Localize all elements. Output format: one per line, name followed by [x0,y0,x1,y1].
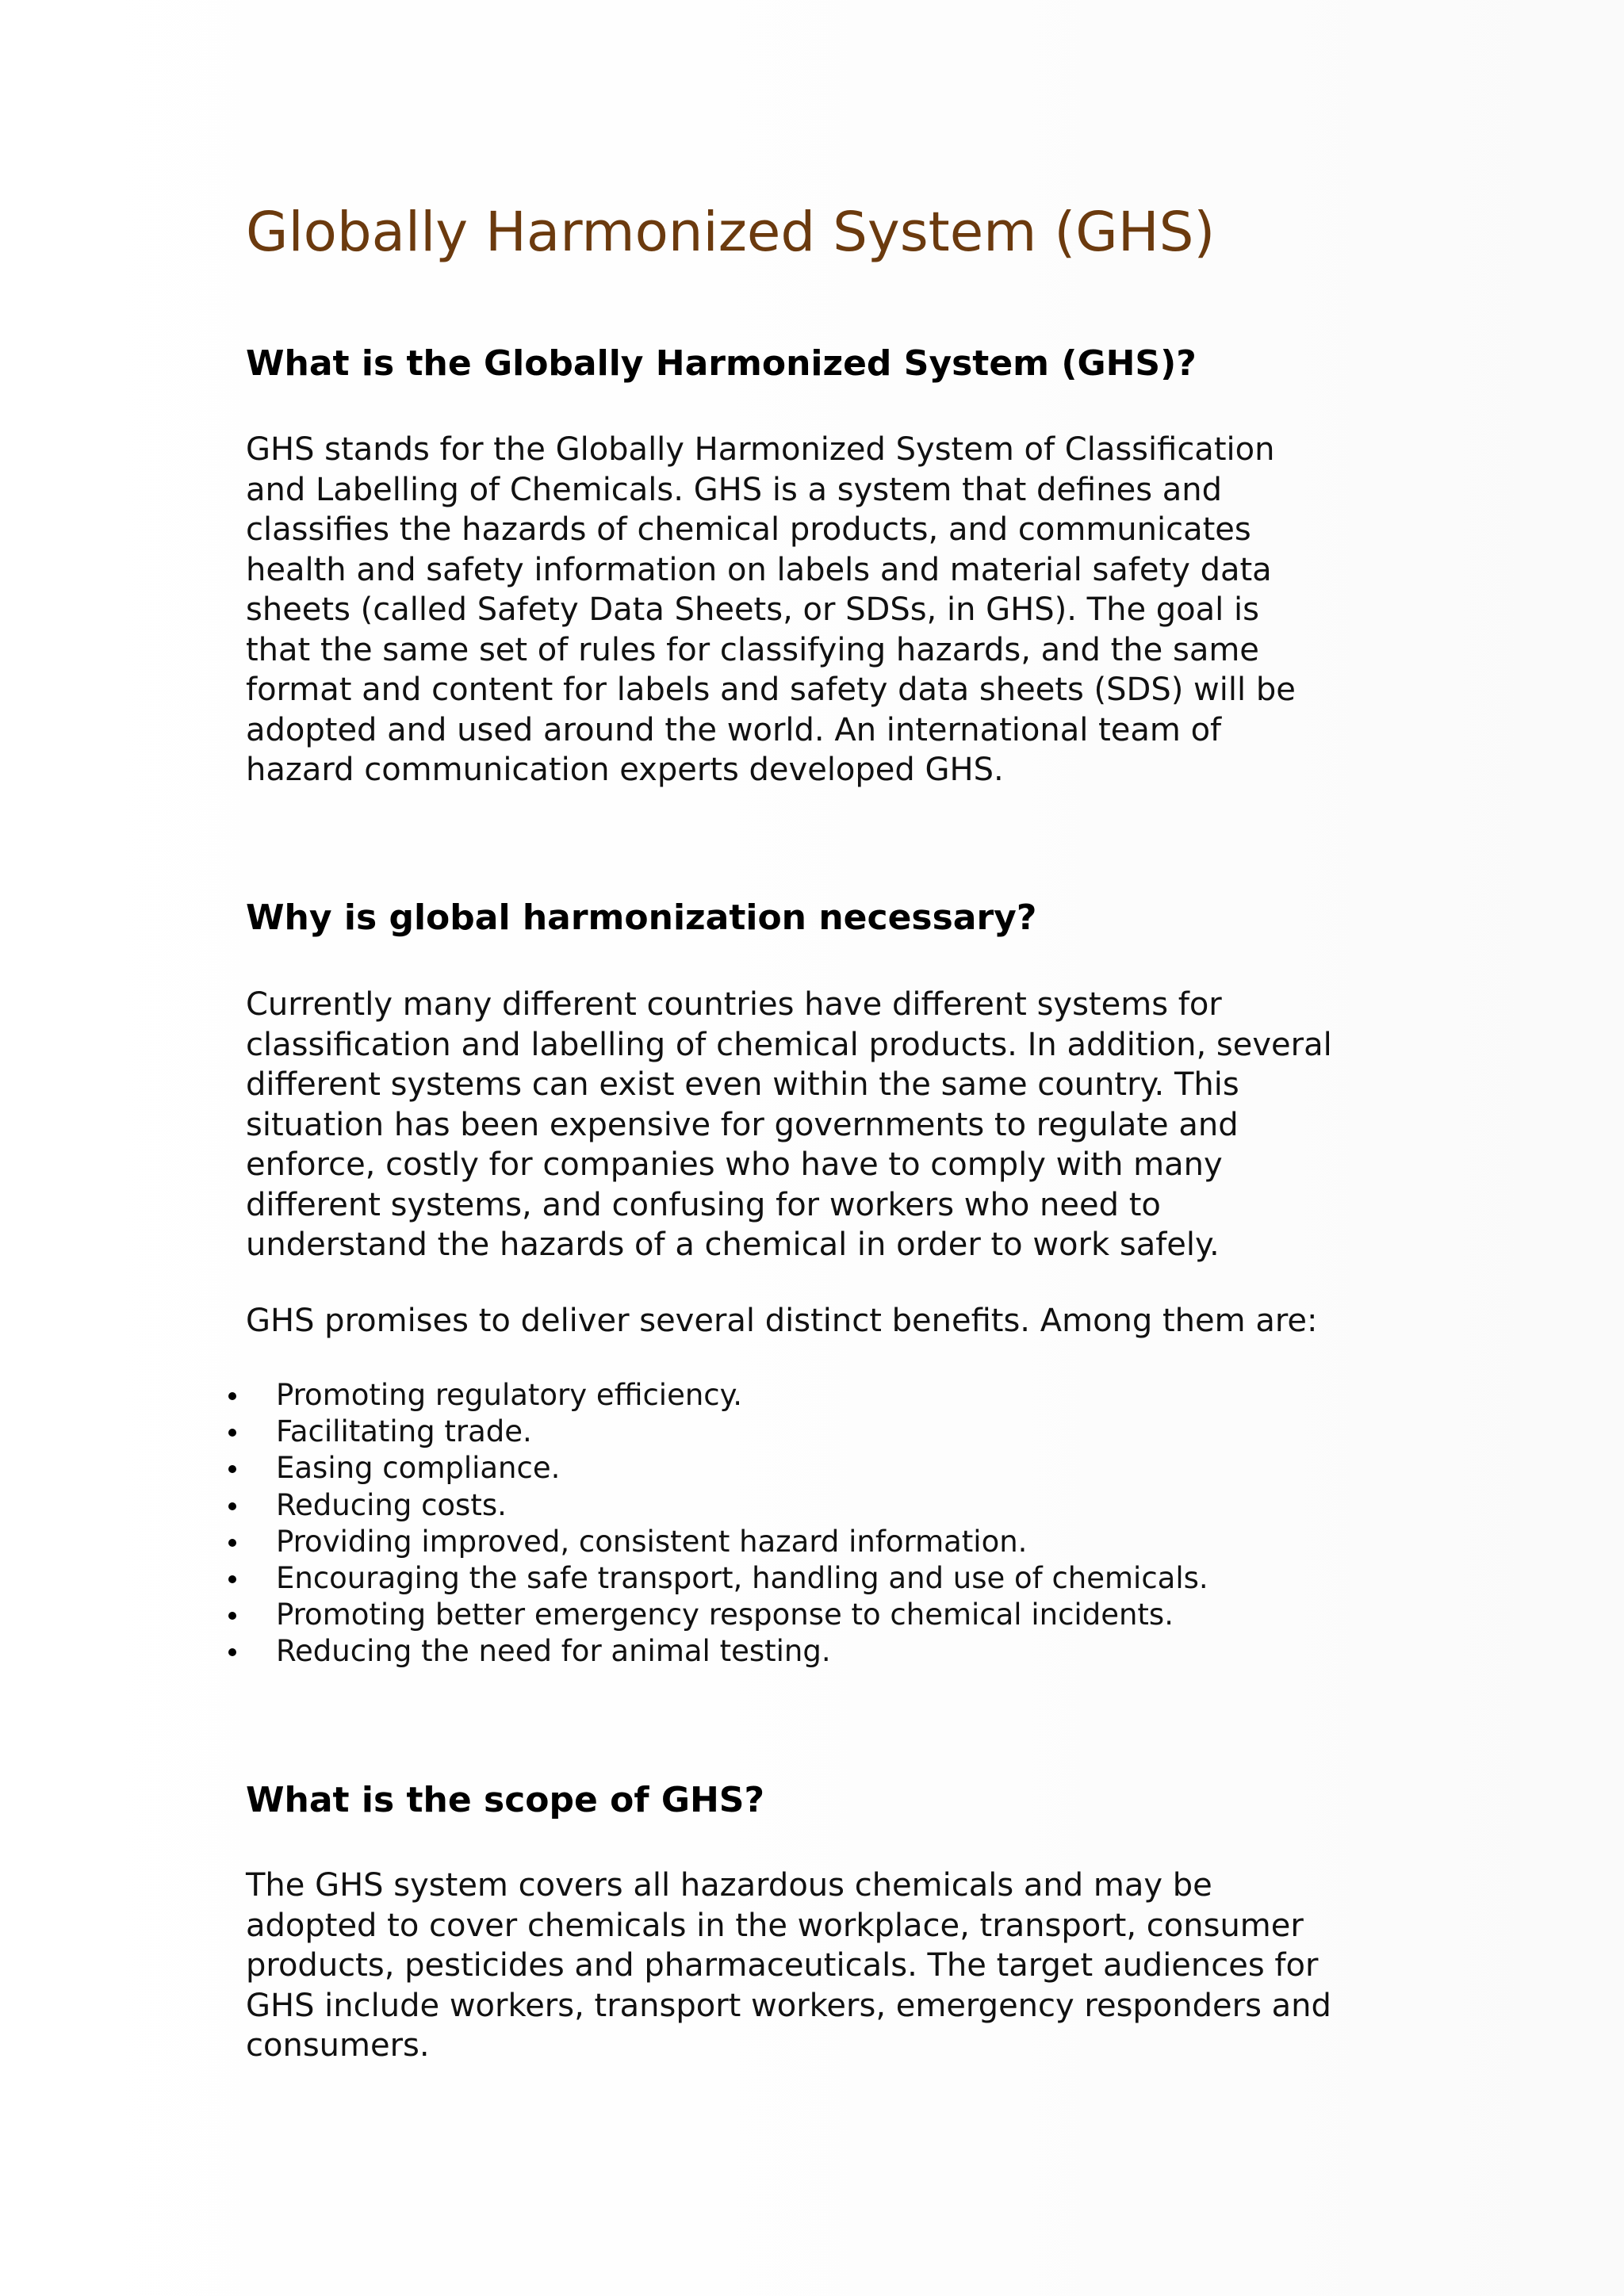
text-line: format and content for labels and safety data sheets (SDS) will be [246,672,1296,708]
text-line: and Labelling of Chemicals. GHS is a system that defines and [246,471,1222,508]
section-3-paragraph [246,1866,1388,2066]
text-line: GHS stands for the Globally Harmonized System of Classification [246,431,1275,468]
list-item: Providing improved, consistent hazard information. [246,1524,1208,1560]
text-line: situation has been expensive for governments to regulate and [246,1106,1239,1143]
text-line: classification and labelling of chemical products. In addition, several [246,1026,1332,1063]
page-title: Globally Harmonized System (GHS) [246,201,1216,264]
bullet-icon [228,1502,236,1510]
list-item: Facilitating trade. [246,1414,1208,1450]
bullet-icon [228,1539,236,1547]
bullet-icon [228,1429,236,1437]
text-line: sheets (called Safety Data Sheets, or SDSs, in GHS). The goal is [246,591,1259,628]
text-line: hazard communication experts developed GHS. [246,752,1004,788]
bullet-icon [228,1575,236,1583]
text-line: understand the hazards of a chemical in order to work safely. [246,1226,1220,1263]
text-line: adopted and used around the world. An international team of [246,711,1222,748]
list-item: Reducing costs. [246,1487,1208,1524]
section-heading-scope: What is the scope of GHS? [246,1780,765,1820]
text-line: health and safety information on labels and material safety data [246,551,1272,588]
list-item: Promoting better emergency response to chemical incidents. [246,1597,1208,1633]
list-item: Reducing the need for animal testing. [246,1633,1208,1670]
text-line: that the same set of rules for classifying hazards, and the same [246,631,1259,668]
text-line: products, pesticides and pharmaceuticals. The target audiences for [246,1947,1319,1984]
bullet-icon [228,1612,236,1620]
section-heading-why-harmonization: Why is global harmonization necessary? [246,897,1037,938]
text-line: classifies the hazards of chemical products, and communicates [246,511,1251,548]
text-line: consumers. [246,2027,430,2064]
section-1-paragraph [246,430,1388,790]
text-line: The GHS system covers all hazardous chemicals and may be [246,1867,1212,1904]
text-line: Currently many different countries have different systems for [246,986,1222,1023]
list-item: Promoting regulatory efficiency. [246,1377,1208,1414]
bullet-icon [228,1392,236,1400]
list-item: Easing compliance. [246,1450,1208,1487]
text-line: adopted to cover chemicals in the workplace, transport, consumer [246,1907,1304,1944]
bullet-icon [228,1648,236,1656]
text-line: different systems can exist even within the same country. This [246,1066,1239,1103]
text-line: enforce, costly for companies who have to comply with many [246,1146,1223,1183]
section-heading-what-is-ghs: What is the Globally Harmonized System (GHS)? [246,343,1197,384]
text-line: different systems, and confusing for workers who need to [246,1186,1161,1223]
text-line: GHS promises to deliver several distinct benefits. Among them are: [246,1303,1318,1339]
list-item: Encouraging the safe transport, handling and use of chemicals. [246,1560,1208,1597]
bullet-icon [228,1465,236,1473]
benefits-intro-paragraph [246,1301,1388,1341]
text-line: GHS include workers, transport workers, emergency responders and [246,1987,1331,2024]
benefits-list [246,1377,1208,1670]
section-2-paragraph [246,985,1388,1265]
